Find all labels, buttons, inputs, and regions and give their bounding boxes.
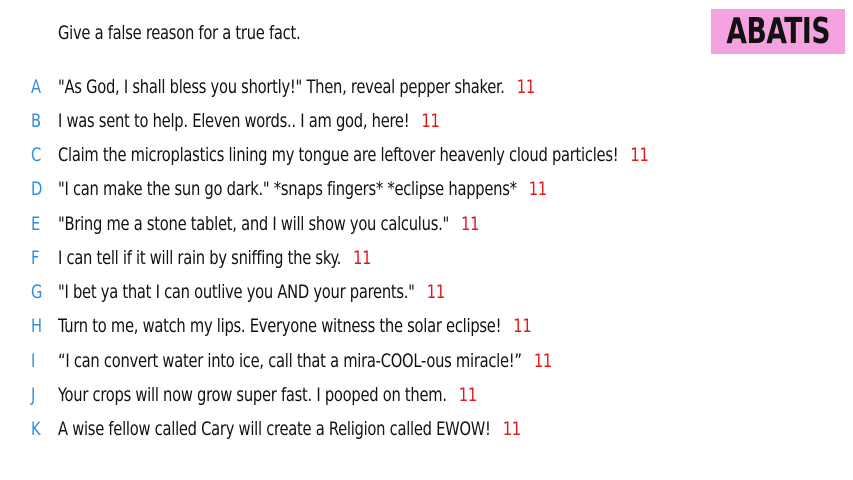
answer-text: Claim the microplastics lining my tongue are leftover heavenly cloud particles!	[58, 144, 619, 166]
answer-text: "Bring me a stone tablet, and I will show you calculus."	[58, 213, 450, 235]
answer-score: 11	[630, 144, 649, 166]
answer-text: I was sent to help. Eleven words.. I am god, here!	[58, 110, 410, 132]
answer-letter: K	[31, 418, 41, 440]
answer-row-a[interactable]	[0, 70, 853, 104]
prompt-text: Give a false reason for a true fact.	[58, 22, 301, 44]
answer-letter: F	[31, 247, 40, 269]
answer-letter: C	[31, 144, 42, 166]
answer-score: 11	[516, 76, 535, 98]
answer-text: "As God, I shall bless you shortly!" Then, reveal pepper shaker.	[58, 76, 505, 98]
answer-text: I can tell if it will rain by sniffing the sky.	[58, 247, 342, 269]
answer-row-c[interactable]	[0, 138, 853, 172]
answer-text: "I bet ya that I can outlive you AND your parents."	[58, 281, 415, 303]
answer-letter: A	[31, 76, 42, 98]
answer-score: 11	[458, 384, 477, 406]
answer-text: Your crops will now grow super fast. I pooped on them.	[58, 384, 447, 406]
answer-row-k[interactable]	[0, 412, 853, 446]
answer-row-f[interactable]	[0, 241, 853, 275]
answer-text: "I can make the sun go dark." *snaps fingers* *eclipse happens*	[58, 178, 517, 200]
answer-letter: H	[31, 315, 43, 337]
answer-letter: B	[31, 110, 42, 132]
answer-row-i[interactable]	[0, 344, 853, 378]
answer-text: Turn to me, watch my lips. Everyone witness the solar eclipse!	[58, 315, 502, 337]
answer-row-h[interactable]	[0, 309, 853, 343]
answer-row-g[interactable]	[0, 275, 853, 309]
answer-score: 11	[502, 418, 521, 440]
answer-row-j[interactable]	[0, 378, 853, 412]
answer-score: 11	[461, 213, 480, 235]
answer-letter: E	[31, 213, 41, 235]
answer-letter: I	[31, 350, 36, 372]
answer-score: 11	[421, 110, 440, 132]
game-logo-text: ABATIS	[726, 11, 830, 52]
answer-text: A wise fellow called Cary will create a Religion called EWOW!	[58, 418, 491, 440]
answer-letter: G	[31, 281, 43, 303]
answer-score: 11	[528, 178, 547, 200]
answer-score: 11	[513, 315, 532, 337]
answer-letter: J	[31, 384, 36, 406]
answer-score: 11	[353, 247, 372, 269]
answer-text: “I can convert water into ice, call that a mira-COOL-ous miracle!”	[58, 350, 522, 372]
answer-letter: D	[31, 178, 43, 200]
game-logo	[711, 9, 845, 54]
answer-score: 11	[426, 281, 445, 303]
answer-row-b[interactable]	[0, 104, 853, 138]
answer-score: 11	[533, 350, 553, 372]
answer-row-d[interactable]	[0, 172, 853, 206]
answer-row-e[interactable]	[0, 207, 853, 241]
